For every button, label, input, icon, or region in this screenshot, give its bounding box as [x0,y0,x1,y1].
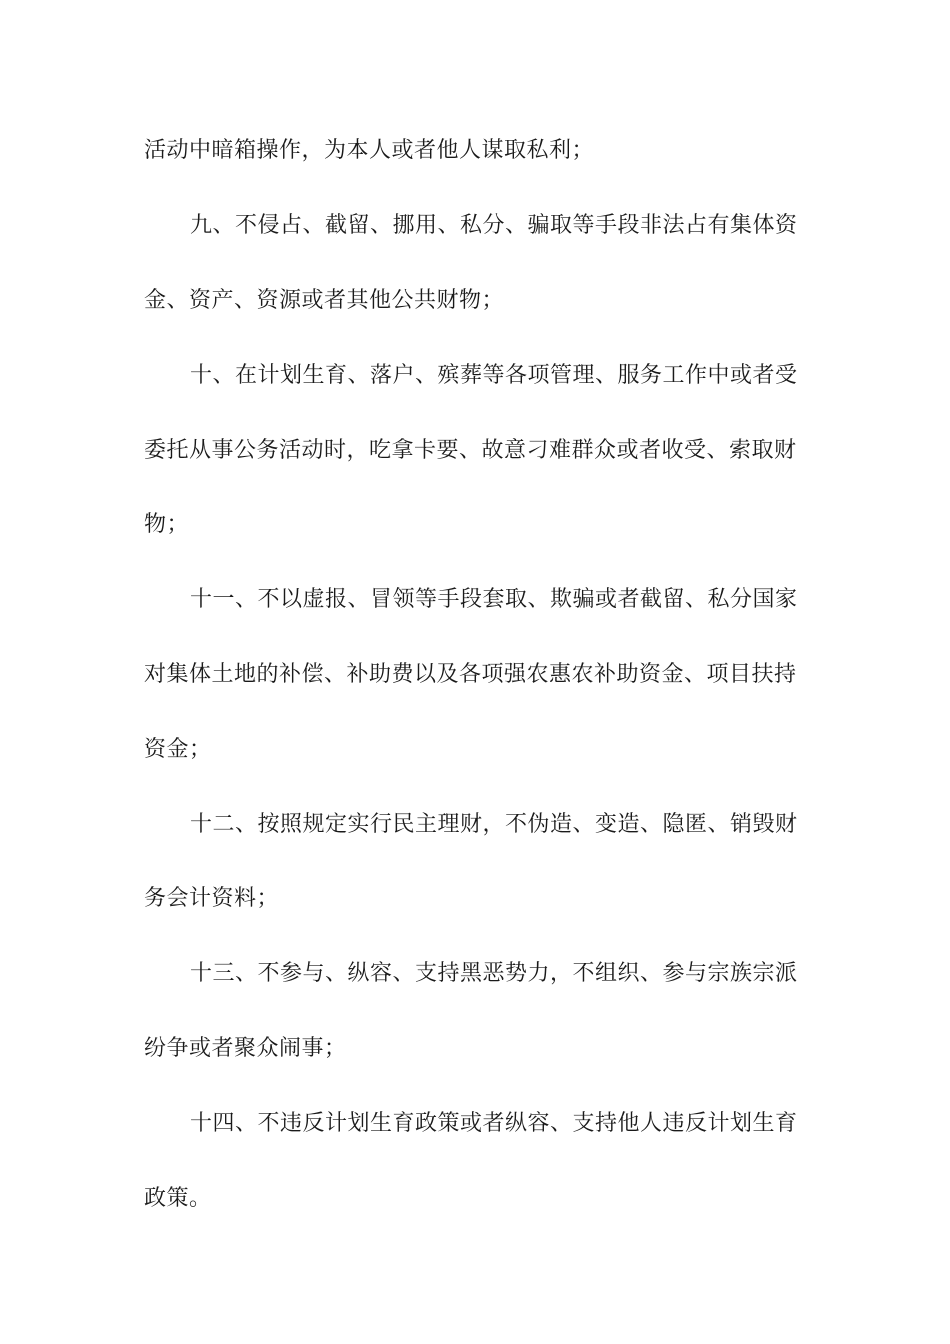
text-line: 委托从事公务活动时，吃拿卡要、故意刁难群众或者收受、索取财 [144,438,797,463]
text-line: 物； [144,512,190,537]
text-line: 务会计资料； [144,886,280,911]
text-line: 十二、按照规定实行民主理财，不伪造、变造、隐匿、销毁财 [190,812,798,837]
text-line: 九、不侵占、截留、挪用、私分、骗取等手段非法占有集体资 [190,213,798,238]
text-line: 对集体土地的补偿、补助费以及各项强农惠农补助资金、项目扶持 [144,662,797,687]
text-line: 资金； [144,737,212,762]
text-line: 十四、不违反计划生育政策或者纵容、支持他人违反计划生育 [190,1111,798,1136]
text-line: 十三、不参与、纵容、支持黑恶势力，不组织、参与宗族宗派 [190,961,798,986]
text-line: 十、在计划生育、落户、殡葬等各项管理、服务工作中或者受 [190,363,798,388]
text-line: 政策。 [144,1186,212,1211]
text-line: 纷争或者聚众闹事； [144,1036,347,1061]
text-line: 十一、不以虚报、冒领等手段套取、欺骗或者截留、私分国家 [190,587,798,612]
text-line: 金、资产、资源或者其他公共财物； [144,288,505,313]
text-line: 活动中暗箱操作，为本人或者他人谋取私利； [144,138,595,163]
